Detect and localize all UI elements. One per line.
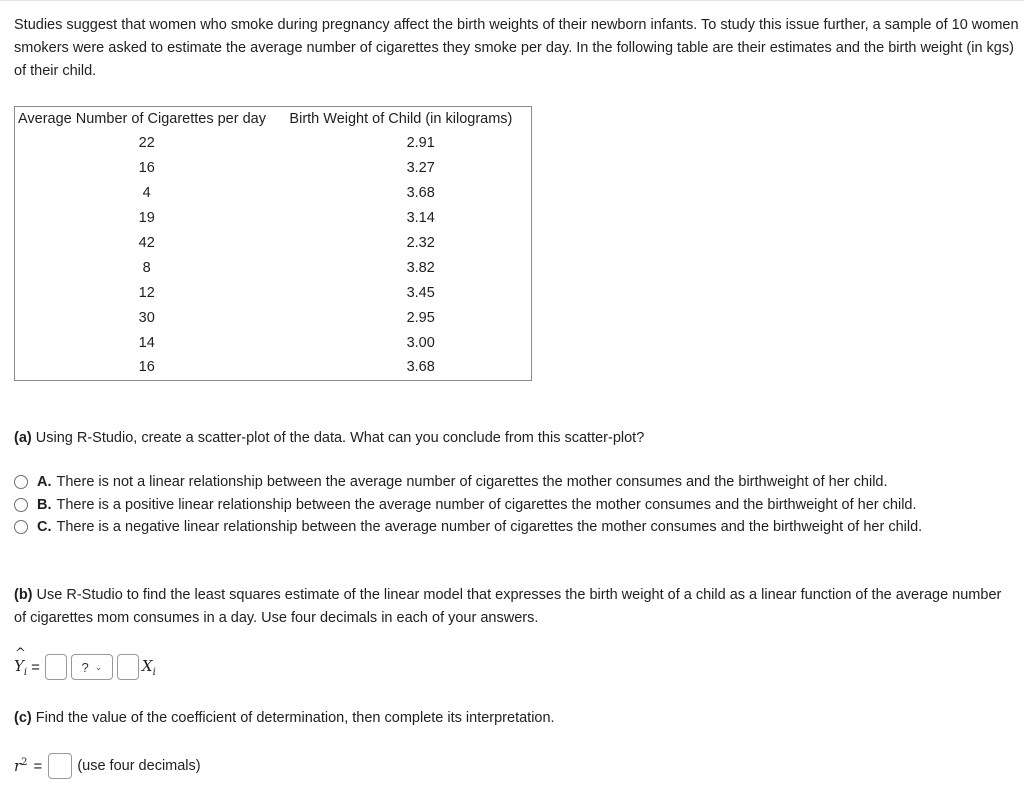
intercept-input[interactable] (45, 654, 67, 680)
cell-cigarettes: 19 (138, 210, 155, 227)
part-c-label: (c) (14, 710, 32, 726)
table-row (15, 330, 532, 355)
option-c-text: There is a negative linear relationship between the average number of cigarettes the mother consumes and the birthweight of her child. (56, 519, 923, 535)
col-header-birth-weight: Birth Weight of Child (in kilograms) (289, 110, 513, 127)
table-header-row (15, 107, 532, 132)
radio-option-a[interactable] (14, 475, 28, 489)
option-b-letter: B. (37, 497, 52, 513)
table-row (15, 156, 532, 181)
cell-cigarettes: 16 (138, 359, 155, 376)
regression-equation (14, 645, 156, 680)
option-c-letter: C. (37, 519, 52, 535)
cell-cigarettes: 16 (138, 160, 155, 177)
col-header-cigarettes: Average Number of Cigarettes per day (18, 110, 266, 127)
table-row (15, 131, 532, 156)
part-a-text: Using R-Studio, create a scatter-plot of the data. What can you conclude from this scatter-plot? (35, 430, 645, 446)
cell-birth-weight: 3.82 (406, 259, 435, 276)
part-a-label: (a) (14, 430, 32, 446)
table-row (15, 280, 532, 305)
cell-birth-weight: 3.68 (406, 359, 435, 376)
y-hat-symbol: ^ $Y_i$ (14, 645, 28, 678)
table-row (15, 305, 532, 330)
question-b (14, 584, 1004, 630)
question-c (14, 707, 555, 730)
x-symbol: $X_i$ (141, 656, 156, 678)
hat-glyph: ^ (15, 645, 26, 661)
cell-birth-weight: 3.27 (406, 160, 435, 177)
part-b-text: Use R-Studio to find the least squares estimate of the linear model that expresses the birth weight of a child as a linear function of the average number of cigarettes mom consumes in a day. Use four decimals in each of your answers. (14, 587, 1002, 626)
option-a[interactable] (14, 472, 888, 492)
cell-cigarettes: 22 (138, 135, 155, 152)
data-table (14, 106, 532, 381)
r-squared-equation (14, 753, 201, 779)
top-divider (0, 0, 1024, 1)
cell-birth-weight: 2.32 (406, 235, 435, 251)
equals-sign: = (33, 757, 43, 775)
cell-birth-weight: 3.14 (406, 210, 435, 227)
r-squared-note: (use four decimals) (77, 758, 201, 774)
table-row (15, 181, 532, 206)
cell-birth-weight: 2.91 (406, 135, 435, 152)
cell-birth-weight: 3.45 (406, 284, 435, 301)
cell-birth-weight: 3.68 (406, 185, 435, 202)
option-b-text: There is a positive linear relationship between the average number of cigarettes the mother consumes and the birthweight of her child. (56, 497, 917, 513)
cell-cigarettes: 12 (138, 284, 155, 301)
slope-input[interactable] (117, 654, 139, 680)
r-squared-input[interactable] (48, 753, 72, 779)
cell-birth-weight: 2.95 (406, 309, 435, 326)
cell-cigarettes: 8 (142, 259, 151, 276)
cell-birth-weight: 3.00 (406, 334, 435, 351)
table-row (15, 206, 532, 231)
table-row (15, 231, 532, 256)
r-squared-symbol: $r^2$ (14, 757, 28, 775)
option-b[interactable] (14, 495, 917, 515)
equals-sign: = (31, 658, 40, 676)
operator-select[interactable]: ? ⌄ (71, 654, 113, 680)
cell-cigarettes: 4 (142, 185, 151, 202)
cell-cigarettes: 14 (138, 334, 155, 351)
cell-cigarettes: 42 (138, 235, 155, 251)
radio-option-c[interactable] (14, 520, 28, 534)
option-a-letter: A. (37, 474, 52, 490)
table-row (15, 355, 532, 380)
part-c-text: Find the value of the coefficient of determination, then complete its interpretation. (35, 710, 555, 726)
radio-option-b[interactable] (14, 498, 28, 512)
table-row (15, 255, 532, 280)
option-c[interactable] (14, 517, 922, 537)
chevron-down-icon: ⌄ (94, 661, 103, 672)
question-a (14, 427, 644, 450)
cell-cigarettes: 30 (138, 309, 155, 326)
part-b-label: (b) (14, 587, 33, 603)
option-a-text: There is not a linear relationship between the average number of cigarettes the mother consumes and the birthweight of her child. (56, 474, 888, 490)
intro-text: Studies suggest that women who smoke during pregnancy affect the birth weights of their newborn infants. To study this issue further, a sample of 10 women smokers were asked to estimate the average number of cigarettes they smoke per day. In the following table are their estimates and the birth weight (in kgs) of their child. (14, 17, 1019, 79)
